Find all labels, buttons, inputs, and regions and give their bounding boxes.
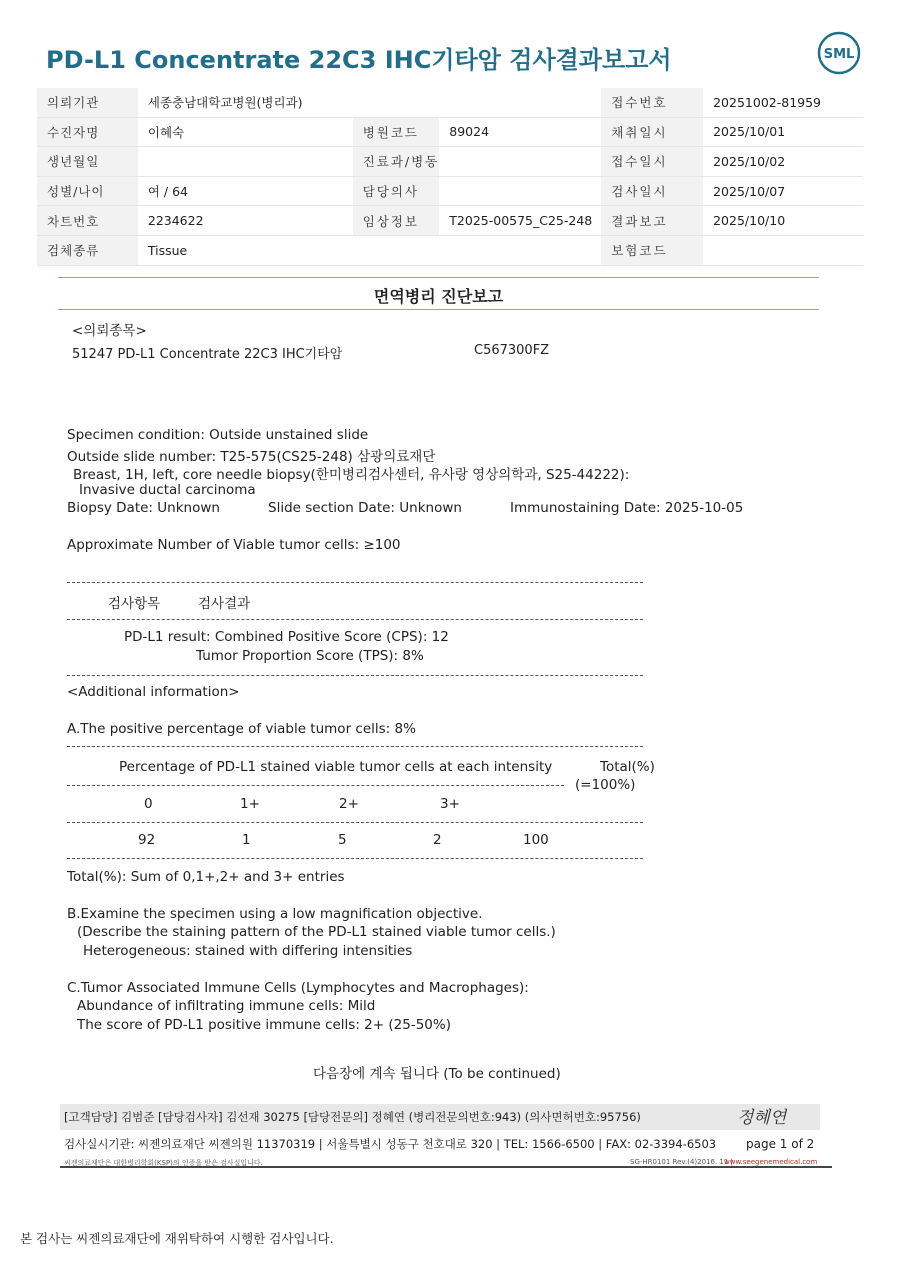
info-value: 2234622 — [138, 206, 353, 236]
info-row — [37, 147, 863, 177]
report-heading: 면역병리 진단보고 — [373, 287, 504, 306]
info-value — [439, 147, 601, 177]
certification-note: 씨젠의료재단은 대한병리학회(KSP)의 인증을 받은 검사실입니다. — [64, 1159, 263, 1167]
diagnosis: Invasive ductal carcinoma — [79, 482, 256, 498]
info-value: 여 / 64 — [138, 176, 353, 206]
info-label: 성별/나이 — [37, 176, 138, 206]
info-label: 보험코드 — [601, 235, 703, 265]
total-definition: Total(%): Sum of 0,1+,2+ and 3+ entries — [67, 869, 345, 885]
info-value: 20251002-81959 — [703, 88, 863, 117]
footer-rule — [60, 1166, 832, 1168]
info-row — [37, 206, 863, 236]
divider — [67, 619, 643, 620]
divider — [67, 582, 643, 583]
divider — [67, 785, 564, 786]
institution-info: 검사실시기관: 씨젠의료재단 씨젠의원 11370319 | 서울특별시 성동구 천호대로 320 | TEL: 1566-6500 | FAX: 02-3394-6503 — [64, 1137, 717, 1151]
divider — [67, 746, 643, 747]
section-date: Slide section Date: Unknown — [268, 500, 462, 516]
info-label: 생년월일 — [37, 147, 138, 177]
info-value — [138, 147, 353, 177]
column-result-label: 검사결과 — [198, 596, 251, 612]
info-label: 의뢰기관 — [37, 88, 138, 117]
column-item-label: 검사항목 — [108, 596, 161, 612]
info-value: 2025/10/10 — [703, 206, 863, 236]
info-label — [353, 235, 440, 265]
info-value: 89024 — [439, 117, 601, 147]
patient-info-table — [37, 88, 863, 266]
info-label: 검사일시 — [601, 176, 703, 206]
intensity-value-0: 92 — [138, 832, 156, 848]
sml-logo — [816, 30, 862, 76]
additional-info-label: <Additional information> — [67, 684, 240, 700]
tps-result: Tumor Proportion Score (TPS): 8% — [196, 648, 424, 664]
info-label — [353, 88, 440, 117]
info-value: 이혜숙 — [138, 117, 353, 147]
info-value: 세종충남대학교병원(병리과) — [138, 88, 353, 117]
intensity-value-2: 5 — [338, 832, 347, 848]
info-label: 임상정보 — [353, 206, 440, 236]
info-row — [37, 117, 863, 147]
intensity-label-3: 3+ — [440, 796, 460, 812]
info-row — [37, 235, 863, 265]
page-title: PD-L1 Concentrate 22C3 IHC기타암 검사결과보고서 — [46, 46, 672, 74]
immunostaining-date: Immunostaining Date: 2025-10-05 — [510, 500, 744, 516]
info-label: 채취일시 — [601, 117, 703, 147]
info-value — [439, 88, 601, 117]
staff-info: [고객담당] 김범준 [담당검사자] 김선재 30275 [담당전문의] 정혜연 (병리전문의번호:943) (의사면허번호:95756) — [64, 1110, 641, 1124]
info-value: T2025-00575_C25-248 — [439, 206, 601, 236]
info-label: 담당의사 — [353, 176, 440, 206]
svg-text:SML: SML — [823, 47, 855, 62]
info-row — [37, 88, 863, 117]
request-item: 51247 PD-L1 Concentrate 22C3 IHC기타암 — [72, 347, 343, 362]
info-label: 접수번호 — [601, 88, 703, 117]
biopsy-date: Biopsy Date: Unknown — [67, 500, 220, 516]
intensity-value-3: 2 — [433, 832, 442, 848]
intensity-value-1: 1 — [242, 832, 251, 848]
section-b-description: (Describe the staining pattern of the PD-L1 stained viable tumor cells.) — [77, 924, 556, 940]
total-note: (=100%) — [575, 777, 636, 793]
intensity-header: Percentage of PD-L1 stained viable tumor cells at each intensity — [119, 759, 553, 775]
section-c-score: The score of PD-L1 positive immune cells: 2+ (25-50%) — [77, 1017, 451, 1033]
divider — [67, 822, 643, 823]
continued-note: 다음장에 계속 됩니다 (To be continued) — [313, 1066, 561, 1082]
viable-tumor-cells: Approximate Number of Viable tumor cells: ≥100 — [67, 537, 401, 553]
section-b: B.Examine the specimen using a low magnification objective. — [67, 906, 483, 922]
info-value: 2025/10/07 — [703, 176, 863, 206]
cps-result: PD-L1 result: Combined Positive Score (CPS): 12 — [124, 629, 449, 645]
info-label: 결과보고 — [601, 206, 703, 236]
info-value: 2025/10/02 — [703, 147, 863, 177]
section-b-result: Heterogeneous: stained with differing intensities — [83, 943, 413, 959]
intensity-label-2: 2+ — [339, 796, 359, 812]
info-label: 접수일시 — [601, 147, 703, 177]
info-row — [37, 176, 863, 206]
form-number: SG-HR0101 Rev.(4)2016. 11 | — [630, 1158, 733, 1166]
section-c: C.Tumor Associated Immune Cells (Lymphocytes and Macrophages): — [67, 980, 529, 996]
outside-slide: Outside slide number: T25-575(CS25-248) 삼광의료재단 — [67, 449, 436, 465]
report-heading-rule — [58, 309, 819, 310]
section-c-abundance: Abundance of infiltrating immune cells: Mild — [77, 998, 376, 1014]
info-value — [703, 235, 863, 265]
info-value: Tissue — [138, 235, 353, 265]
intensity-value-total: 100 — [523, 832, 549, 848]
biopsy-description: Breast, 1H, left, core needle biopsy(한미병리검사센터, 유사랑 영상의학과, S25-44222): — [73, 467, 630, 483]
info-label: 병원코드 — [353, 117, 440, 147]
info-label: 차트번호 — [37, 206, 138, 236]
request-code: C567300FZ — [474, 343, 550, 358]
page-number: page 1 of 2 — [746, 1137, 815, 1151]
info-label: 수진자명 — [37, 117, 138, 147]
website-link[interactable]: www.seegenemedical.com — [724, 1158, 818, 1166]
info-value: 2025/10/01 — [703, 117, 863, 147]
total-header: Total(%) — [600, 759, 655, 775]
info-value — [439, 176, 601, 206]
specimen-condition: Specimen condition: Outside unstained slide — [67, 427, 369, 443]
info-label: 진료과/병동 — [353, 147, 440, 177]
request-label: <의뢰종목> — [72, 323, 147, 339]
divider — [67, 675, 643, 676]
intensity-label-0: 0 — [144, 796, 153, 812]
divider — [67, 858, 643, 859]
section-a: A.The positive percentage of viable tumor cells: 8% — [67, 721, 416, 737]
signature: 정혜연 — [737, 1108, 787, 1128]
info-value — [439, 235, 601, 265]
bottom-note: 본 검사는 씨젠의료재단에 재위탁하여 시행한 검사입니다. — [20, 1231, 334, 1246]
report-top-rule — [58, 277, 819, 278]
intensity-label-1: 1+ — [240, 796, 260, 812]
info-label: 검체종류 — [37, 235, 138, 265]
